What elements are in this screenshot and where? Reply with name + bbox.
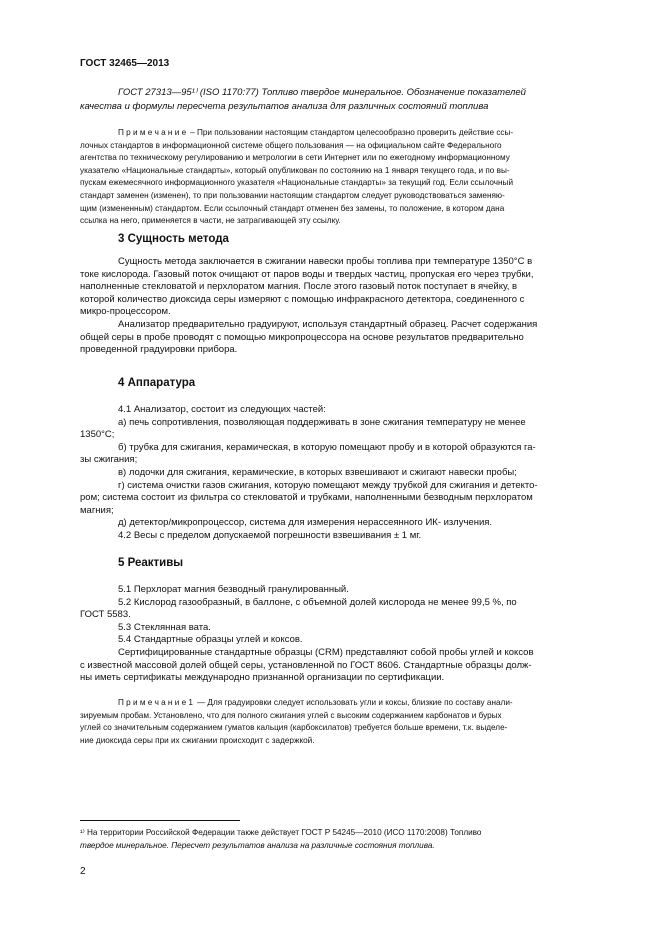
note-line: указателю «Национальные стандарты», который опубликован по состоянию на 1 января текущего года, и по вы- <box>80 165 510 175</box>
section-body <box>80 256 615 357</box>
note-line: ссылка на него, применяется в части, не затрагивающей эту ссылку. <box>80 216 341 226</box>
note-line: щим (измененным) стандартом. Если ссылочный стандарт отменен без замены, то положение, в котором дана <box>80 203 505 213</box>
paragraph-line: в) лодочки для сжигания, керамические, в которых взвешивают и сжигают навески пробы; <box>118 466 517 478</box>
note-label: П р и м е ч а н и е 1 <box>118 698 193 707</box>
paragraph-line: которой количество диоксида серы измеряют с помощью инфракрасного детектора, соединенного с <box>80 293 525 305</box>
note-line: – При пользовании настоящим стандартом целесообразно проверить действие ссы- <box>190 128 514 137</box>
note-block <box>80 697 615 747</box>
note-line: стандарт заменен (изменен), то при пользовании настоящим стандартом следует руководствоваться заменяю- <box>80 190 505 200</box>
paragraph-line: б) трубка для сжигания, керамическая, в которую помещают пробу и в которой образуются га- <box>118 441 536 453</box>
paragraph-line: с известной массовой долей общей серы, установленной по ГОСТ 8606. Стандартные образцы долж- <box>80 659 532 671</box>
paragraph-line: токе кислорода. Газовый поток очищают от паров воды и твердых частиц, пропуская его через трубки, <box>80 268 534 280</box>
note-line: пускам ежемесячного информационного указателя «Национальные стандарты» за текущий год. Если ссылочный <box>80 178 514 188</box>
paragraph-line: 5.4 Стандартные образцы углей и коксов. <box>118 634 303 646</box>
paragraph-line: 4.2 Весы с пределом допускаемой погрешности взвешивания ± 1 мг. <box>118 529 422 541</box>
reference-entry <box>80 86 615 114</box>
paragraph-line: 4.1 Анализатор, состоит из следующих частей: <box>118 404 326 415</box>
note-line: лочных стандартов в информационной системе общего пользования — на официальном сайте Федерального <box>80 140 502 150</box>
paragraph-line: Анализатор предварительно градуируют, используя стандартный образец. Расчет содержания <box>118 318 538 330</box>
paragraph-line: а) печь сопротивления, позволяющая поддерживать в зоне сжигания температуру не менее <box>118 416 526 428</box>
footnote-line: твердое минеральное. Пересчет результатов анализа на различные состояния топлива. <box>80 841 435 850</box>
note-line: зируемым пробам. Установлено, что для полного сжигания углей с высоким содержанием карбонатов и бурых <box>80 710 502 720</box>
page-number: 2 <box>80 866 86 877</box>
section-body <box>80 404 615 543</box>
paragraph-line: 5.1 Перхлорат магния безводный гранулированный. <box>118 584 349 595</box>
paragraph-line: ром; система состоит из фильтра со стекловатой и трубками, наполненными безводным перхлоратом <box>80 492 533 504</box>
section-heading: 5 Реактивы <box>118 557 184 569</box>
paragraph-line: д) детектор/микропроцессор, система для измерения нерассеянного ИК- излучения. <box>118 517 493 529</box>
note-line: углей со значительным содержанием гуматов кальция (карбоксилатов) требуется больше времени, т.к. выделе- <box>80 723 508 733</box>
document-code: ГОСТ 32465—2013 <box>80 58 170 69</box>
paragraph-line: зы сжигания; <box>80 454 138 466</box>
section-heading: 3 Сущность метода <box>118 233 229 245</box>
paragraph-line: г) система очистки газов сжигания, которую помещают между трубкой для сжигания и детекто- <box>118 479 538 491</box>
note-line: — Для градуировки следует использовать угли и коксы, близкие по составу анали- <box>196 698 513 707</box>
paragraph-line: 5.3 Стеклянная вата. <box>118 621 211 633</box>
paragraph-line: магния; <box>80 504 114 516</box>
section-heading: 4 Аппаратура <box>118 377 196 389</box>
note-block <box>80 127 615 228</box>
paragraph-line: Сущность метода заключается в сжигании навески пробы топлива при температуре 1350°С в <box>118 256 533 267</box>
note-line: агентства по техническому регулированию и метрологии в сети Интернет или по ежегодному информационному <box>80 153 510 163</box>
paragraph-line: 1350°С; <box>80 429 115 441</box>
paragraph-line: Сертифицированные стандартные образцы (CRM) представляют собой пробы углей и коксов <box>118 646 534 658</box>
paragraph-line: ны иметь сертификаты международно признанной организации по сертификации. <box>80 672 445 684</box>
paragraph-line: общей серы в пробе проводят с помощью микропроцессора на основе результатов предварительно <box>80 331 524 343</box>
note-label: П р и м е ч а н и е <box>118 128 187 137</box>
paragraph-line: наполненные стекловатой и перхлоратом магния. После этого газовый поток поступает в ячейку, в <box>80 281 518 293</box>
reference-line: качества и формулы пересчета результатов анализа для различных состояний топлива <box>80 101 489 112</box>
footnote-line: ¹⁾ На территории Российской Федерации также действует ГОСТ Р 54245—2010 (ИСО 1170:2008) Топливо <box>80 828 482 837</box>
note-line: ние диоксида серы при их сжигании происходит с задержкой. <box>80 735 315 745</box>
paragraph-line: микро-процессором. <box>80 306 171 318</box>
paragraph-line: 5.2 Кислород газообразный, в баллоне, с объемной долей кислорода не менее 99,5 %, по <box>118 596 517 608</box>
reference-line: ГОСТ 27313—95¹⁾ (ISO 1170:77) Топливо твердое минеральное. Обозначение показателей <box>118 87 526 98</box>
footnote-divider <box>80 820 240 821</box>
paragraph-line: проведенной градуировки прибора. <box>80 344 238 356</box>
section-body <box>80 584 615 685</box>
footnote <box>80 826 615 852</box>
paragraph-line: ГОСТ 5583. <box>80 609 131 621</box>
